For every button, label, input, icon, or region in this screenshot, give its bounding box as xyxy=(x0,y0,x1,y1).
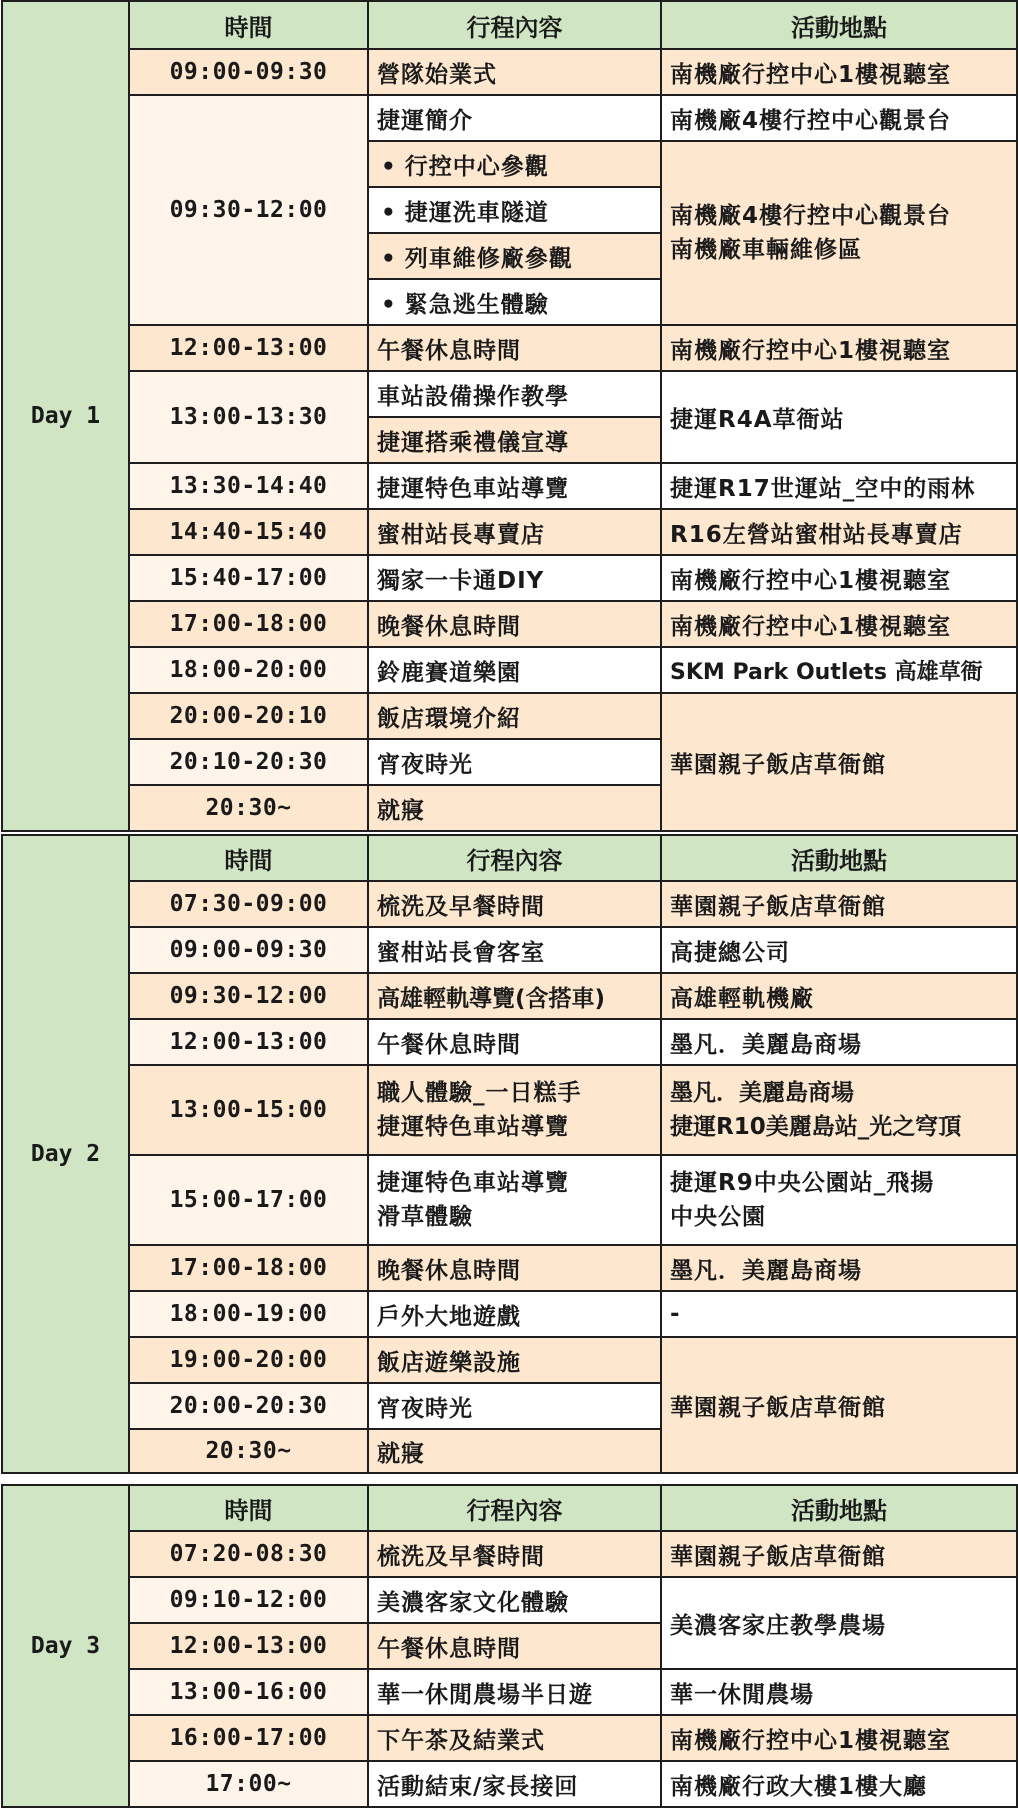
activity-cell: 晚餐休息時間 xyxy=(368,1245,661,1291)
activity-cell: 捷運特色車站導覽 xyxy=(368,463,661,509)
activity-cell: 戶外大地遊戲 xyxy=(368,1291,661,1337)
activity-cell: 高雄輕軌導覽(含搭車) xyxy=(368,973,661,1019)
day-label: Day 1 xyxy=(2,1,129,831)
activity-cell: 蜜柑站長會客室 xyxy=(368,927,661,973)
location-cell: 高雄輕軌機廠 xyxy=(661,973,1017,1019)
activity-cell: 梳洗及早餐時間 xyxy=(368,1531,661,1577)
activity-cell: • 列車維修廠參觀 xyxy=(368,233,661,279)
activity-cell: 營隊始業式 xyxy=(368,49,661,95)
activity-cell: 飯店環境介紹 xyxy=(368,693,661,739)
time-cell: 15:40-17:00 xyxy=(129,555,368,601)
location-line: 南機廠車輛維修區 xyxy=(670,237,862,263)
location-cell: 美濃客家庄教學農場 xyxy=(661,1577,1017,1669)
time-cell: 16:00-17:00 xyxy=(129,1715,368,1761)
time-cell: 20:00-20:10 xyxy=(129,693,368,739)
time-cell: 09:00-09:30 xyxy=(129,49,368,95)
time-cell: 07:20-08:30 xyxy=(129,1531,368,1577)
time-cell: 20:30~ xyxy=(129,785,368,831)
time-cell: 14:40-15:40 xyxy=(129,509,368,555)
time-cell: 20:00-20:30 xyxy=(129,1383,368,1429)
activity-cell xyxy=(368,1155,661,1245)
activity-cell: 華一休閒農場半日遊 xyxy=(368,1669,661,1715)
location-line: 中央公園 xyxy=(670,1204,766,1230)
location-cell: 高捷總公司 xyxy=(661,927,1017,973)
location-cell: 捷運R4A草衙站 xyxy=(661,371,1017,463)
time-cell: 17:00-18:00 xyxy=(129,601,368,647)
location-cell: 南機廠行控中心1樓視聽室 xyxy=(661,555,1017,601)
location-cell: 南機廠行控中心1樓視聽室 xyxy=(661,1715,1017,1761)
activity-cell xyxy=(368,1065,661,1155)
location-cell: 南機廠行控中心1樓視聽室 xyxy=(661,601,1017,647)
day3-schedule-table xyxy=(1,1484,1018,1808)
location-line: 捷運R9中央公園站_飛揚 xyxy=(670,1170,935,1196)
day-label: Day 3 xyxy=(2,1485,129,1807)
location-cell: - xyxy=(661,1291,1017,1337)
activity-cell: • 緊急逃生體驗 xyxy=(368,279,661,325)
time-cell: 12:00-13:00 xyxy=(129,1019,368,1065)
location-cell: 南機廠行控中心1樓視聽室 xyxy=(661,325,1017,371)
location-cell xyxy=(661,1065,1017,1155)
time-cell: 18:00-20:00 xyxy=(129,647,368,693)
time-cell: 13:30-14:40 xyxy=(129,463,368,509)
header-activity: 行程內容 xyxy=(368,1485,661,1531)
location-cell: SKM Park Outlets 高雄草衙 xyxy=(661,647,1017,693)
location-cell xyxy=(661,141,1017,325)
header-location: 活動地點 xyxy=(661,1,1017,49)
location-cell: 華園親子飯店草衙館 xyxy=(661,693,1017,831)
time-cell: 17:00~ xyxy=(129,1761,368,1807)
location-cell: 華園親子飯店草衙館 xyxy=(661,1337,1017,1473)
location-line: 捷運R10美麗島站_光之穹頂 xyxy=(670,1114,962,1140)
header-time: 時間 xyxy=(129,835,368,881)
activity-cell: 鈴鹿賽道樂園 xyxy=(368,647,661,693)
time-cell: 13:00-16:00 xyxy=(129,1669,368,1715)
activity-cell: 捷運簡介 xyxy=(368,95,661,141)
time-cell: 13:00-15:00 xyxy=(129,1065,368,1155)
time-cell: 15:00-17:00 xyxy=(129,1155,368,1245)
activity-cell: 捷運搭乘禮儀宣導 xyxy=(368,417,661,463)
activity-cell: • 行控中心參觀 xyxy=(368,141,661,187)
location-cell: R16左營站蜜柑站長專賣店 xyxy=(661,509,1017,555)
location-cell: 南機廠行政大樓1樓大廳 xyxy=(661,1761,1017,1807)
day1-schedule-table xyxy=(1,0,1018,832)
header-activity: 行程內容 xyxy=(368,1,661,49)
activity-cell: 蜜柑站長專賣店 xyxy=(368,509,661,555)
activity-cell: 宵夜時光 xyxy=(368,739,661,785)
activity-cell: 午餐休息時間 xyxy=(368,1623,661,1669)
activity-line: 捷運特色車站導覽 xyxy=(377,1170,569,1196)
time-cell: 12:00-13:00 xyxy=(129,1623,368,1669)
location-cell: 南機廠行控中心1樓視聽室 xyxy=(661,49,1017,95)
activity-cell: 宵夜時光 xyxy=(368,1383,661,1429)
header-activity: 行程內容 xyxy=(368,835,661,881)
activity-cell: 梳洗及早餐時間 xyxy=(368,881,661,927)
activity-cell: 活動結束/家長接回 xyxy=(368,1761,661,1807)
activity-cell: 下午茶及結業式 xyxy=(368,1715,661,1761)
day2-schedule-table xyxy=(1,834,1018,1474)
activity-cell: 就寢 xyxy=(368,785,661,831)
day-label: Day 2 xyxy=(2,835,129,1473)
header-time: 時間 xyxy=(129,1485,368,1531)
activity-cell: 午餐休息時間 xyxy=(368,325,661,371)
activity-line: 職人體驗_一日糕手 xyxy=(377,1080,582,1106)
location-cell: 南機廠4樓行控中心觀景台 xyxy=(661,95,1017,141)
time-cell: 07:30-09:00 xyxy=(129,881,368,927)
time-cell: 09:30-12:00 xyxy=(129,95,368,325)
time-cell: 09:00-09:30 xyxy=(129,927,368,973)
activity-cell: 午餐休息時間 xyxy=(368,1019,661,1065)
time-cell: 17:00-18:00 xyxy=(129,1245,368,1291)
location-cell: 捷運R17世運站_空中的雨林 xyxy=(661,463,1017,509)
activity-line: 滑草體驗 xyxy=(377,1204,473,1230)
activity-cell: 美濃客家文化體驗 xyxy=(368,1577,661,1623)
time-cell: 20:30~ xyxy=(129,1429,368,1473)
time-cell: 19:00-20:00 xyxy=(129,1337,368,1383)
header-location: 活動地點 xyxy=(661,1485,1017,1531)
time-cell: 18:00-19:00 xyxy=(129,1291,368,1337)
time-cell: 09:10-12:00 xyxy=(129,1577,368,1623)
activity-cell: 獨家一卡通DIY xyxy=(368,555,661,601)
activity-line: 捷運特色車站導覽 xyxy=(377,1114,569,1140)
time-cell: 20:10-20:30 xyxy=(129,739,368,785)
time-cell: 12:00-13:00 xyxy=(129,325,368,371)
activity-cell: 飯店遊樂設施 xyxy=(368,1337,661,1383)
activity-cell: 車站設備操作教學 xyxy=(368,371,661,417)
header-time: 時間 xyxy=(129,1,368,49)
activity-cell: • 捷運洗車隧道 xyxy=(368,187,661,233)
location-cell: 華園親子飯店草衙館 xyxy=(661,881,1017,927)
location-cell: 墨凡．美麗島商場 xyxy=(661,1019,1017,1065)
activity-cell: 晚餐休息時間 xyxy=(368,601,661,647)
time-cell: 09:30-12:00 xyxy=(129,973,368,1019)
location-cell: 華一休閒農場 xyxy=(661,1669,1017,1715)
location-cell: 華園親子飯店草衙館 xyxy=(661,1531,1017,1577)
location-cell xyxy=(661,1155,1017,1245)
location-cell: 墨凡．美麗島商場 xyxy=(661,1245,1017,1291)
time-cell: 13:00-13:30 xyxy=(129,371,368,463)
location-line: 南機廠4樓行控中心觀景台 xyxy=(670,203,952,229)
location-line: 墨凡．美麗島商場 xyxy=(670,1080,854,1106)
activity-cell: 就寢 xyxy=(368,1429,661,1473)
header-location: 活動地點 xyxy=(661,835,1017,881)
